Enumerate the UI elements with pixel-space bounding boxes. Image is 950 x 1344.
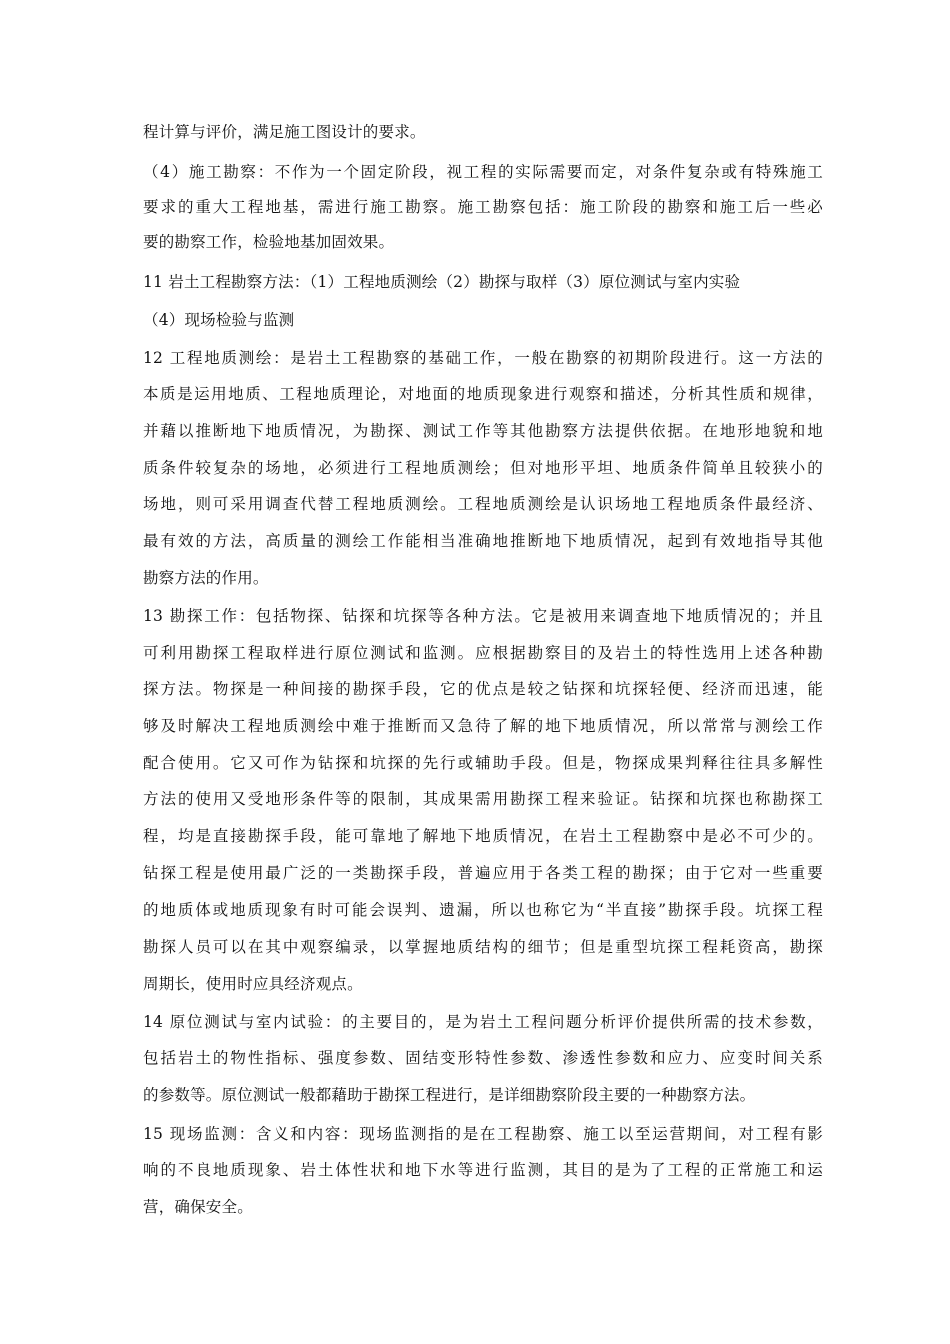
text-line: 勘察方法的作用。 <box>143 569 269 587</box>
text-line: 14 原位测试与室内试验：的主要目的，是为岩土工程问题分析评价提供所需的技术参数， <box>143 1013 823 1031</box>
text-line: 可利用勘探工程取样进行原位测试和监测。应根据勘察目的及岩土的特性选用上述各种勘 <box>143 644 823 662</box>
text-line: 质条件较复杂的场地，必须进行工程地质测绘；但对地形平坦、地质条件简单且较狭小的 <box>143 459 823 477</box>
text-line: 11 岩土工程勘察方法：（1）工程地质测绘（2）勘探与取样（3）原位测试与室内实验 <box>143 273 741 291</box>
text-line: 最有效的方法，高质量的测绘工作能相当准确地推断地下地质情况，起到有效地指导其他 <box>143 532 823 550</box>
text-line: 程，均是直接勘探手段，能可靠地了解地下地质情况，在岩土工程勘察中是必不可少的。 <box>143 827 823 845</box>
text-line: 的参数等。原位测试一般都藉助于勘探工程进行，是详细勘察阶段主要的一种勘察方法。 <box>143 1086 756 1104</box>
text-line: 营，确保安全。 <box>143 1198 253 1216</box>
text-line: 的地质体或地质现象有时可能会误判、遗漏，所以也称它为“半直接”勘探手段。坑探工程 <box>143 901 823 919</box>
text-line: 程计算与评价，满足施工图设计的要求。 <box>143 123 426 141</box>
text-line: 要的勘察工作，检验地基加固效果。 <box>143 233 395 251</box>
text-line: 场地，则可采用调查代替工程地质测绘。工程地质测绘是认识场地工程地质条件最经济、 <box>143 495 823 513</box>
text-line: 并藉以推断地下地质情况，为勘探、测试工作等其他勘察方法提供依据。在地形地貌和地 <box>143 422 823 440</box>
text-line: 本质是运用地质、工程地质理论，对地面的地质现象进行观察和描述，分析其性质和规律， <box>143 385 823 403</box>
text-line: 包括岩土的物性指标、强度参数、固结变形特性参数、渗透性参数和应力、应变时间关系 <box>143 1049 823 1067</box>
text-line: 钻探工程是使用最广泛的一类勘探手段，普遍应用于各类工程的勘探；由于它对一些重要 <box>143 864 823 882</box>
text-line: 勘探人员可以在其中观察编录，以掌握地质结构的细节；但是重型坑探工程耗资高，勘探 <box>143 938 823 956</box>
text-line: 够及时解决工程地质测绘中难于推断而又急待了解的地下地质情况，所以常常与测绘工作 <box>143 717 823 735</box>
text-line: 配合使用。它又可作为钻探和坑探的先行或辅助手段。但是，物探成果判释往往具多解性 <box>143 754 823 772</box>
text-line: 方法的使用又受地形条件等的限制，其成果需用勘探工程来验证。钻探和坑探也称勘探工 <box>143 790 823 808</box>
text-line: 探方法。物探是一种间接的勘探手段，它的优点是较之钻探和坑探轻便、经济而迅速，能 <box>143 680 823 698</box>
text-line: 13 勘探工作：包括物探、钻探和坑探等各种方法。它是被用来调查地下地质情况的；并且 <box>143 607 823 625</box>
text-line: 要求的重大工程地基，需进行施工勘察。施工勘察包括：施工阶段的勘察和施工后一些必 <box>143 198 823 216</box>
text-line: 响的不良地质现象、岩土体性状和地下水等进行监测，其目的是为了工程的正常施工和运 <box>143 1161 823 1179</box>
text-line: （4）现场检验与监测 <box>143 311 295 329</box>
text-line: 15 现场监测：含义和内容：现场监测指的是在工程勘察、施工以至运营期间，对工程有影 <box>143 1125 823 1143</box>
text-line: 12 工程地质测绘：是岩土工程勘察的基础工作，一般在勘察的初期阶段进行。这一方法的 <box>143 349 823 367</box>
text-line: 周期长，使用时应具经济观点。 <box>143 975 363 993</box>
text-line: （4）施工勘察：不作为一个固定阶段，视工程的实际需要而定，对条件复杂或有特殊施工 <box>143 163 823 181</box>
